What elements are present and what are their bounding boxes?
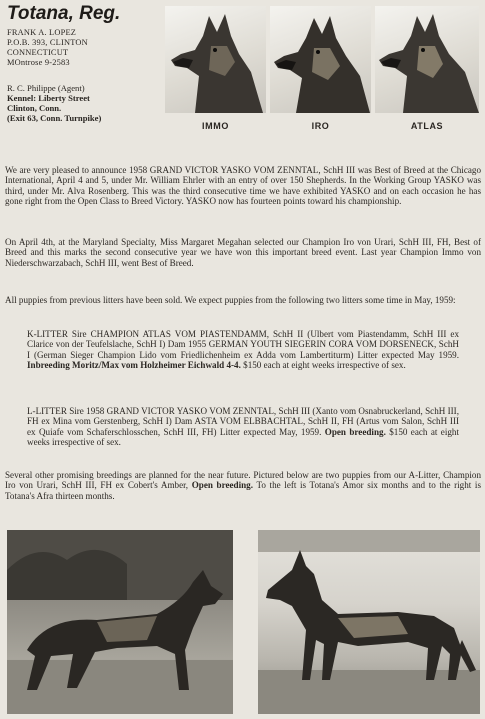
a-litter-text: Several other promising breedings are planned for the near future. Pictured below are two puppies from our A-Litter, Champion Iro von Urari, SchH III, FH ex Cobert's Amber, xyxy=(5,470,481,491)
agent-line: (Exit 63, Conn. Turnpike) xyxy=(7,113,102,123)
l-litter-breeding: Open breeding. xyxy=(324,426,386,437)
photo-caption-immo: IMMO xyxy=(202,121,229,131)
german-shepherd-head-photo-immo xyxy=(165,6,266,113)
a-litter-caption: To the left is Totana's Amor six months and to the right is Totana's Afra thirteen months. xyxy=(5,480,481,501)
dog-head-icon xyxy=(375,6,479,113)
agent-line: Clinton, Conn. xyxy=(7,103,62,113)
l-litter-price: $150 each at eight weeks irrespective of sex. xyxy=(27,426,459,447)
owner-line: CONNECTICUT xyxy=(7,48,69,57)
owner-line: FRANK A. LOPEZ xyxy=(7,28,77,37)
german-shepherd-head-photo-iro xyxy=(270,6,371,113)
owner-address xyxy=(7,28,162,68)
k-litter-inbreeding: Inbreeding Moritz/Max vom Holzheimer Eichwald 4-4. xyxy=(27,359,241,370)
owner-line: P.O.B. 393, CLINTON xyxy=(7,38,88,47)
standing-dog-icon xyxy=(7,530,233,714)
german-shepherd-head-photo-atlas xyxy=(375,6,479,113)
agent-line: Kennel: Liberty Street xyxy=(7,93,90,103)
page-title: Totana, Reg. xyxy=(7,3,121,24)
a-litter-breeding: Open breeding. xyxy=(191,480,253,491)
german-shepherd-standing-photo-afra xyxy=(258,530,480,714)
dog-head-icon xyxy=(165,6,266,113)
paragraph-maryland-specialty: On April 4th, at the Maryland Specialty, Miss Margaret Megahan selected our Champion Iro von Urari, SchH III, FH, Best of Breed and this marks the second consecutive year we have won this important breed event. Last year Champion Immo von Niederschwarzabach, SchH III, went Best of Breed. xyxy=(5,237,481,268)
paragraph-a-litter xyxy=(5,470,481,501)
l-litter-paragraph xyxy=(27,406,459,447)
k-litter-text: K-LITTER Sire CHAMPION ATLAS VOM PIASTENDAMM, SchH II (Ulbert vom Piastendamm, SchH III ex Clarice von der Teufelslache, SchH I) Dam 1955 GERMAN YOUTH SIEGERIN CORA VOM DORSENECK, SchH I (German Sieger Champion Lido vom Friedlichenheim ex Adda vom Lambertiturm) Litter expected May 1959. xyxy=(27,329,459,360)
standing-dog-icon xyxy=(258,530,480,714)
owner-line: MOntrose 9-2583 xyxy=(7,58,70,67)
photo-caption-atlas: ATLAS xyxy=(410,121,444,131)
german-shepherd-standing-photo-amor xyxy=(7,530,233,714)
k-litter-paragraph xyxy=(27,329,459,370)
l-litter-text: L-LITTER Sire 1958 GRAND VICTOR YASKO VOM ZENNTAL, SchH III (Xanto vom Osnabruckerland, SchH III, FH ex Mina vom Gerstenberg, SchH I) Dam ASTA VOM ELBBACHTAL, SchH II, FH (Artus vom Salon, SchH III ex Quiafe vom Schaferschlosschen, SchH III, FH) Litter expected May, 1959. xyxy=(27,406,459,437)
paragraph-yasko: We are very pleased to announce 1958 GRAND VICTOR YASKO VOM ZENNTAL, SchH III was Best of Breed at the Chicago International, April 4 and 5, under Mr. William Ehrler with an entry of over 150 Shepherds. In the Working Group YASKO was third, under Mr. Alva Rosenberg. This was the third consecutive time we have exhibited YASKO and on each occasion he has gone right from the Open Class to Breed Victory. YASKO now has fourteen points toward his championship. xyxy=(5,165,481,206)
agent-line: R. C. Philippe (Agent) xyxy=(7,83,85,93)
paragraph-puppies: All puppies from previous litters have been sold. We expect puppies from the following two litters some time in May, 1959: xyxy=(5,295,456,305)
k-litter-price: $150 each at eight weeks irrespective of sex. xyxy=(243,359,406,370)
agent-address xyxy=(7,83,162,123)
dog-head-icon xyxy=(270,6,371,113)
photo-caption-iro: IRO xyxy=(311,121,330,131)
